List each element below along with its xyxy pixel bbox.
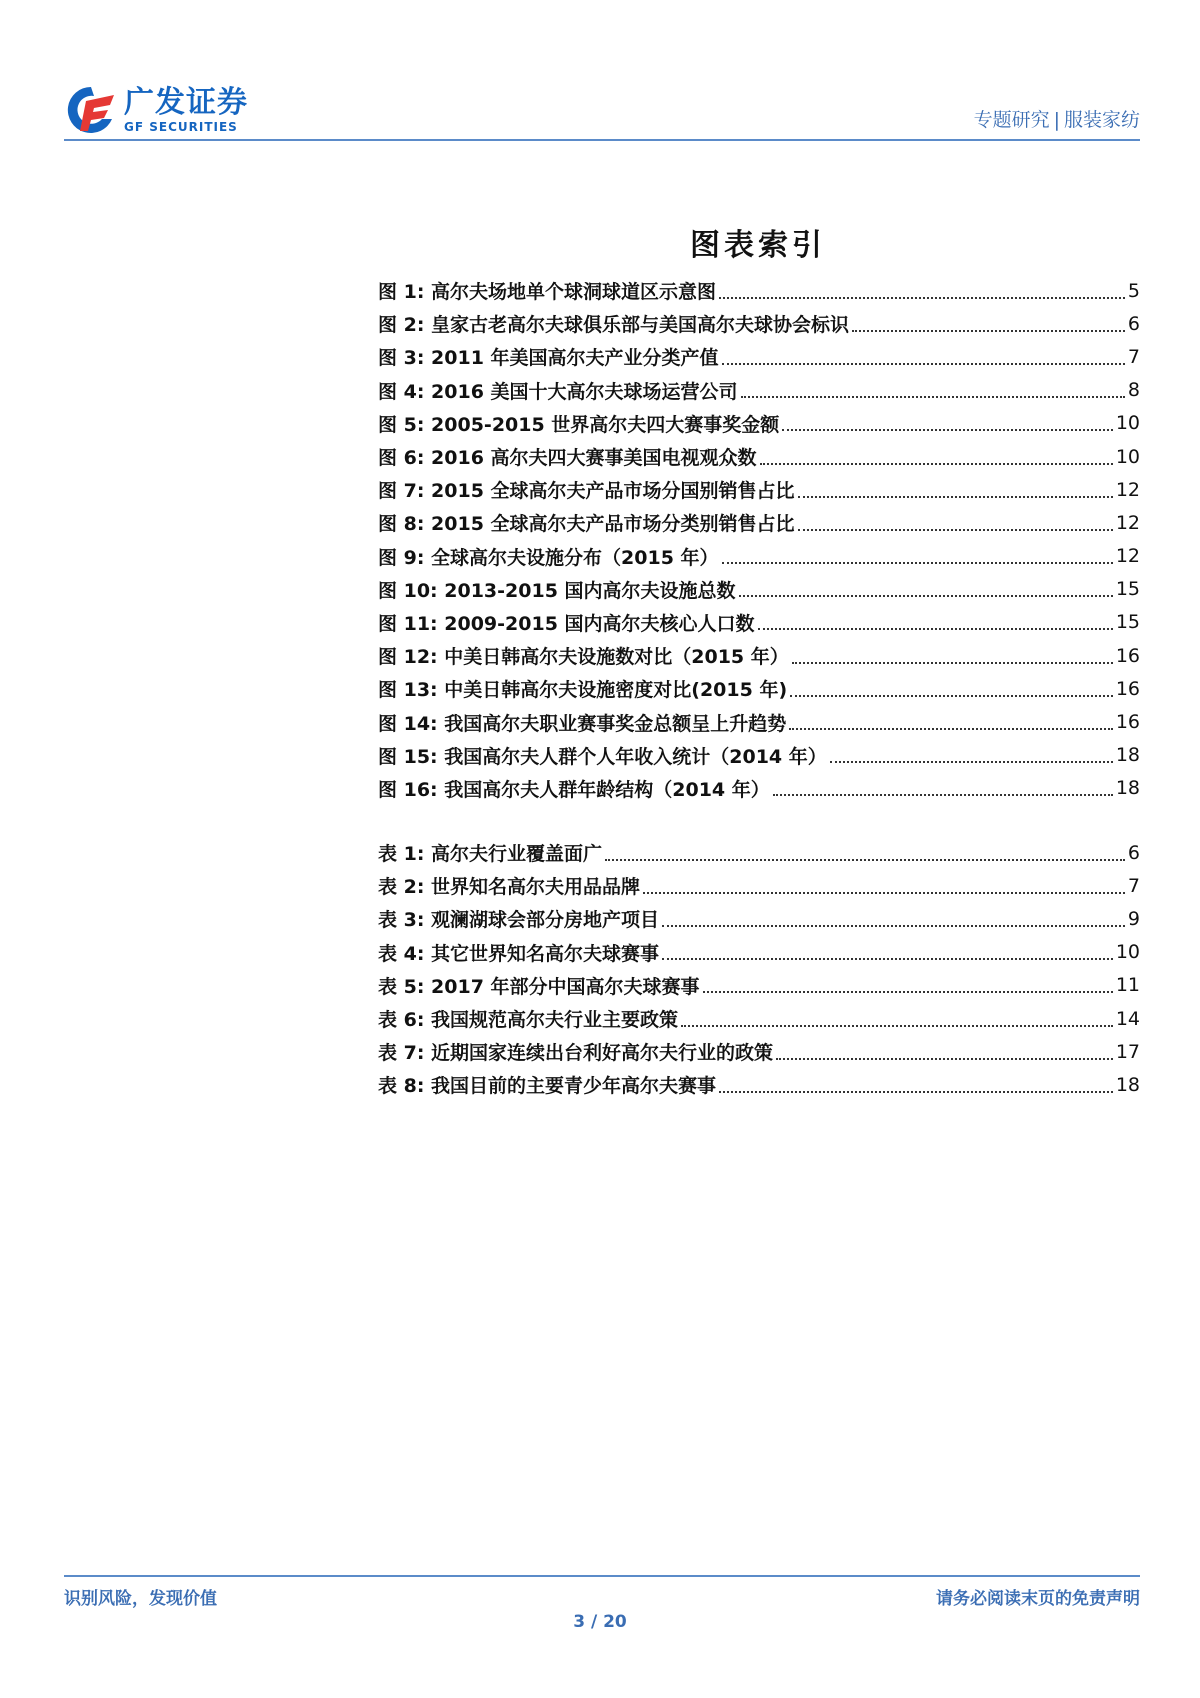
figure-index-item-page: 16 xyxy=(1115,644,1140,667)
table-index-item-label: 表 3: 观澜湖球会部分房地产项目 xyxy=(378,909,660,932)
figure-index-item[interactable] xyxy=(378,473,1140,506)
figure-index-item[interactable] xyxy=(378,274,1140,307)
table-index-item-page: 11 xyxy=(1115,974,1140,997)
dot-leader xyxy=(789,728,1113,730)
figure-index-item[interactable] xyxy=(378,440,1140,473)
figure-index-item-page: 18 xyxy=(1115,777,1140,800)
figure-index-item-page: 15 xyxy=(1115,578,1140,601)
figure-index-item-label: 图 2: 皇家古老高尔夫球俱乐部与美国高尔夫球协会标识 xyxy=(378,314,850,337)
report-category xyxy=(974,105,1140,132)
figure-index-item-page: 12 xyxy=(1115,511,1140,534)
figure-index-list xyxy=(378,274,1140,805)
dot-leader xyxy=(722,562,1113,564)
footer-disclaimer: 请务必阅读末页的免责声明 xyxy=(936,1589,1140,1609)
gf-logo-icon xyxy=(64,83,118,137)
page-number: 3 / 20 xyxy=(573,1612,627,1632)
table-index-item-label: 表 5: 2017 年部分中国高尔夫球赛事 xyxy=(378,975,700,998)
dot-leader xyxy=(681,1025,1113,1027)
dot-leader xyxy=(830,761,1113,763)
page-title: 图表索引 xyxy=(690,228,826,263)
figure-index-item-page: 6 xyxy=(1127,312,1140,335)
figure-index-item-page: 12 xyxy=(1115,478,1140,501)
table-index-item[interactable] xyxy=(378,1002,1140,1035)
dot-leader xyxy=(798,529,1113,531)
figure-index-item[interactable] xyxy=(378,739,1140,772)
figure-index-item-page: 16 xyxy=(1115,677,1140,700)
header-divider xyxy=(64,139,1140,141)
logo-chinese-text: 广发证券 xyxy=(124,85,248,120)
figure-index-item-page: 10 xyxy=(1115,445,1140,468)
figure-index-item-label: 图 13: 中美日韩高尔夫设施密度对比(2015 年) xyxy=(378,679,788,702)
figure-index-item[interactable] xyxy=(378,573,1140,606)
figure-index-item-label: 图 10: 2013-2015 国内高尔夫设施总数 xyxy=(378,579,736,602)
dot-leader xyxy=(760,463,1113,465)
figure-index-item[interactable] xyxy=(378,639,1140,672)
figure-index-item-page: 5 xyxy=(1127,279,1140,302)
figure-index-item-label: 图 11: 2009-2015 国内高尔夫核心人口数 xyxy=(378,612,755,635)
figure-index-item-label: 图 15: 我国高尔夫人群个人年收入统计（2014 年） xyxy=(378,745,827,768)
figure-index-item[interactable] xyxy=(378,307,1140,340)
figure-index-item[interactable] xyxy=(378,705,1140,738)
figure-index-item-label: 图 7: 2015 全球高尔夫产品市场分国别销售占比 xyxy=(378,480,795,503)
logo-english-text: GF SECURITIES xyxy=(124,120,238,134)
table-index-item-label: 表 7: 近期国家连续出台利好高尔夫行业的政策 xyxy=(378,1042,774,1065)
figure-index-item[interactable] xyxy=(378,407,1140,440)
dot-leader xyxy=(741,396,1125,398)
table-index-item-label: 表 6: 我国规范高尔夫行业主要政策 xyxy=(378,1009,679,1032)
dot-leader xyxy=(739,595,1113,597)
table-index-item[interactable] xyxy=(378,869,1140,902)
dot-leader xyxy=(662,958,1113,960)
table-index-item-page: 9 xyxy=(1127,907,1140,930)
dot-leader xyxy=(722,363,1125,365)
figure-index-item[interactable] xyxy=(378,340,1140,373)
dot-leader xyxy=(782,429,1113,431)
dot-leader xyxy=(758,628,1113,630)
table-index-item-page: 17 xyxy=(1115,1040,1140,1063)
dot-leader xyxy=(776,1058,1113,1060)
footer-divider xyxy=(64,1575,1140,1577)
table-index-item-label: 表 1: 高尔夫行业覆盖面广 xyxy=(378,843,603,866)
figure-index-item-label: 图 12: 中美日韩高尔夫设施数对比（2015 年） xyxy=(378,646,789,669)
figure-index-item[interactable] xyxy=(378,374,1140,407)
figure-index-item-label: 图 8: 2015 全球高尔夫产品市场分类别销售占比 xyxy=(378,513,795,536)
dot-leader xyxy=(605,859,1125,861)
table-index-item-page: 7 xyxy=(1127,874,1140,897)
figure-index-item-label: 图 3: 2011 年美国高尔夫产业分类产值 xyxy=(378,347,719,370)
table-index-list xyxy=(378,836,1140,1102)
table-index-item-label: 表 2: 世界知名高尔夫用品品牌 xyxy=(378,876,641,899)
figure-index-item-label: 图 6: 2016 高尔夫四大赛事美国电视观众数 xyxy=(378,447,757,470)
dot-leader xyxy=(719,297,1125,299)
figure-index-item-page: 8 xyxy=(1127,379,1140,402)
figure-index-item-label: 图 9: 全球高尔夫设施分布（2015 年） xyxy=(378,546,719,569)
figure-index-item-page: 15 xyxy=(1115,611,1140,634)
dot-leader xyxy=(719,1091,1113,1093)
figure-index-item-page: 7 xyxy=(1127,345,1140,368)
figure-index-item[interactable] xyxy=(378,772,1140,805)
table-index-item[interactable] xyxy=(378,1035,1140,1068)
dot-leader xyxy=(662,925,1125,927)
figure-index-item-label: 图 5: 2005-2015 世界高尔夫四大赛事奖金额 xyxy=(378,413,780,436)
figure-index-item[interactable] xyxy=(378,540,1140,573)
table-index-item-label: 表 4: 其它世界知名高尔夫球赛事 xyxy=(378,942,660,965)
table-index-item-label: 表 8: 我国目前的主要青少年高尔夫赛事 xyxy=(378,1075,717,1098)
dot-leader xyxy=(773,794,1113,796)
report-type: 专题研究 xyxy=(973,109,1050,131)
figure-index-item-label: 图 4: 2016 美国十大高尔夫球场运营公司 xyxy=(378,380,738,403)
company-logo xyxy=(64,80,248,140)
dot-leader xyxy=(852,330,1125,332)
footer-slogan: 识别风险，发现价值 xyxy=(64,1589,217,1609)
table-index-item[interactable] xyxy=(378,969,1140,1002)
figure-index-item-page: 10 xyxy=(1115,412,1140,435)
table-index-item[interactable] xyxy=(378,902,1140,935)
dot-leader xyxy=(790,695,1113,697)
header-separator: | xyxy=(1053,109,1060,131)
figure-index-item[interactable] xyxy=(378,672,1140,705)
table-index-item-page: 14 xyxy=(1115,1007,1140,1030)
dot-leader xyxy=(792,662,1113,664)
table-index-item[interactable] xyxy=(378,836,1140,869)
table-index-item[interactable] xyxy=(378,936,1140,969)
table-index-item-page: 18 xyxy=(1115,1073,1140,1096)
dot-leader xyxy=(798,496,1113,498)
dot-leader xyxy=(643,892,1125,894)
figure-index-item-page: 16 xyxy=(1115,711,1140,734)
industry-label: 服装家纺 xyxy=(1063,109,1140,131)
dot-leader xyxy=(703,991,1113,993)
figure-index-item-label: 图 16: 我国高尔夫人群年龄结构（2014 年） xyxy=(378,778,770,801)
figure-index-item-page: 18 xyxy=(1115,744,1140,767)
table-index-item-page: 10 xyxy=(1115,941,1140,964)
figure-index-item-page: 12 xyxy=(1115,545,1140,568)
figure-index-item[interactable] xyxy=(378,606,1140,639)
page-header xyxy=(64,80,1140,140)
table-index-item-page: 6 xyxy=(1127,841,1140,864)
figure-index-item-label: 图 1: 高尔夫场地单个球洞球道区示意图 xyxy=(378,281,717,304)
figure-index-item-label: 图 14: 我国高尔夫职业赛事奖金总额呈上升趋势 xyxy=(378,712,787,735)
table-index-item[interactable] xyxy=(378,1068,1140,1101)
figure-index-item[interactable] xyxy=(378,506,1140,539)
